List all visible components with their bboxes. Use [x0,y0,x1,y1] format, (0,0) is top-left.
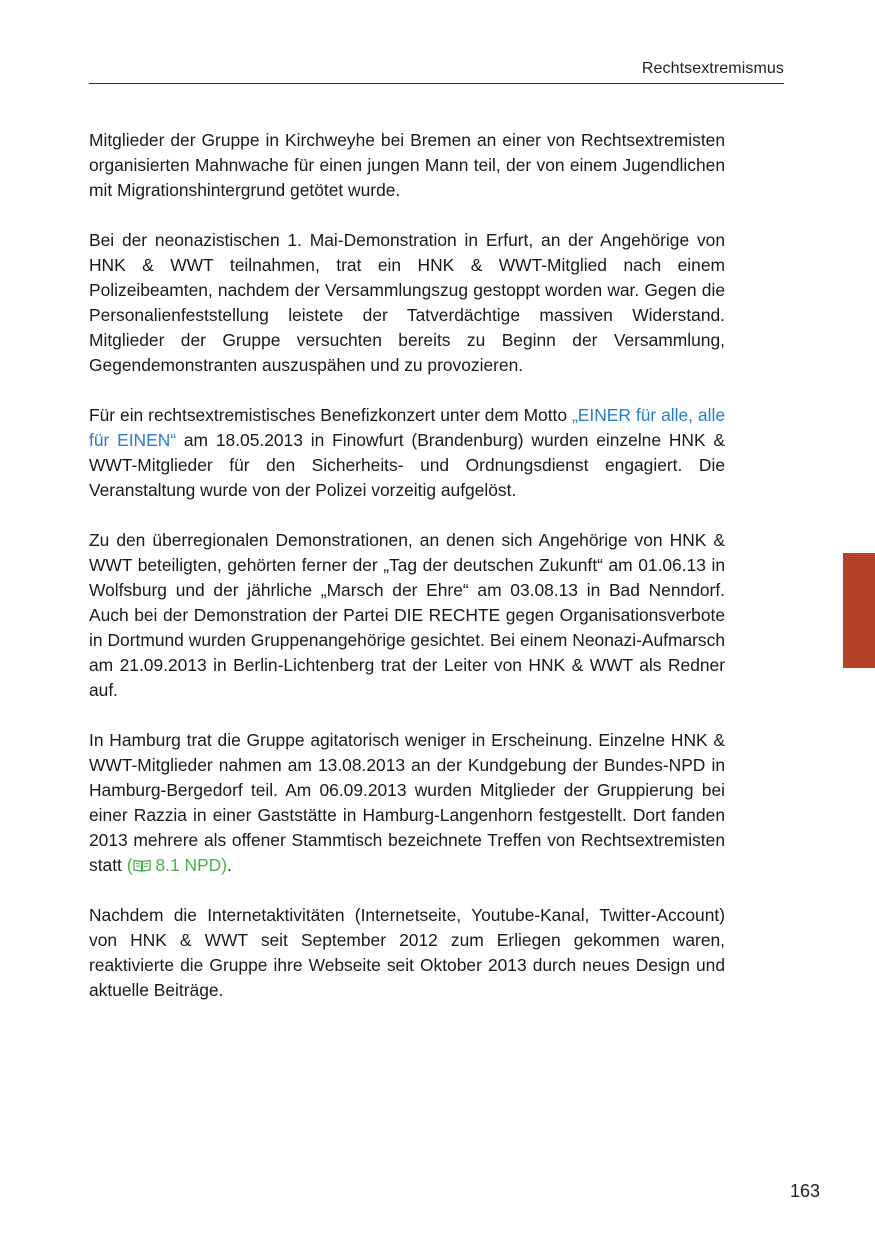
paragraph-benefizkonzert [89,403,725,503]
paragraph-demonstrationen: Zu den überregionalen Demonstrationen, an denen sich Angehörige von HNK & WWT beteiligten, gehörten ferner der „Tag der deutschen Zukunft“ am 01.06.13 in Wolfsburg und der jährliche „Marsch der Ehre“ am 03.08.13 in Bad Nenndorf. Auch bei der Demonstration der Partei DIE RECHTE gegen Organisationsverbote in Dortmund wurden Gruppenangehörige gesichtet. Bei einem Neonazi-Aufmarsch am 21.09.2013 in Berlin-Lichtenberg trat der Leiter von HNK & WWT als Redner auf. [89,530,725,700]
paragraph-internet: Nachdem die Internetaktivitäten (Internetseite, Youtube-Kanal, Twitter-Account) von HNK & WWT seit September 2012 zum Erliegen gekommen waren, reaktivierte die Gruppe ihre Webseite seit Oktober 2013 durch neues Design und aktuelle Beiträge. [89,905,725,1000]
paragraph-text: . [227,855,232,875]
paragraph-hamburg [89,728,725,878]
paragraph-text: am 18.05.2013 in Finowfurt (Brandenburg) wurden einzelne HNK & WWT-Mitglieder für den Sicherheits- und Ordnungsdienst engagiert. Die Veranstaltung wurde von der Polizei vorzeitig aufgelöst. [89,430,725,500]
running-title: Rechtsextremismus [641,60,784,77]
running-header [89,59,784,84]
paragraph-erfurt: Bei der neonazistischen 1. Mai-Demonstration in Erfurt, an der Angehörige von HNK & WWT teilnahmen, trat ein HNK & WWT-Mitglied nach einem Polizeibeamten, nachdem der Versammlungszug gestoppt worden war. Gegen die Personalienfeststellung leistete der Tatverdächtige massiven Widerstand. Mitglieder der Gruppe versuchten bereits zu Beginn der Versammlung, Gegendemonstranten auszuspähen und zu provozieren. [89,230,725,375]
cross-reference-link[interactable] [127,855,227,875]
chapter-color-tab [843,553,875,668]
paragraph-text: In Hamburg trat die Gruppe agitatorisch weniger in Erscheinung. Einzelne HNK & WWT-Mitglieder nahmen am 13.08.2013 an der Kundgebung der Bundes-NPD in Hamburg-Bergedorf teil. Am 06.09.2013 wurden Mitglieder der Gruppierung bei einer Razzia in einer Gaststätte in Hamburg-Langenhorn festgestellt. Dort fanden 2013 mehrere als offener Stammtisch bezeichnete Treffen von Rechtsextremisten statt [89,730,725,875]
book-icon [133,859,151,872]
body-text [89,128,725,1028]
page-number: 163 [789,1181,820,1201]
cross-reference-label: 8.1 NPD) [155,855,228,875]
paragraph-kirchweyhe: Mitglieder der Gruppe in Kirchweyhe bei Bremen an einer von Rechtsextremisten organisierten Mahnwache für einen jungen Mann teil, der von einem Jugendlichen mit Migrationshintergrund getötet wurde. [89,130,725,200]
cross-reference-open-paren: ( [126,855,133,875]
paragraph-text: Für ein rechtsextremistisches Benefizkonzert unter dem Motto [89,405,572,425]
motto-link[interactable]: „EINER für alle, alle für EINEN“ [89,405,725,450]
